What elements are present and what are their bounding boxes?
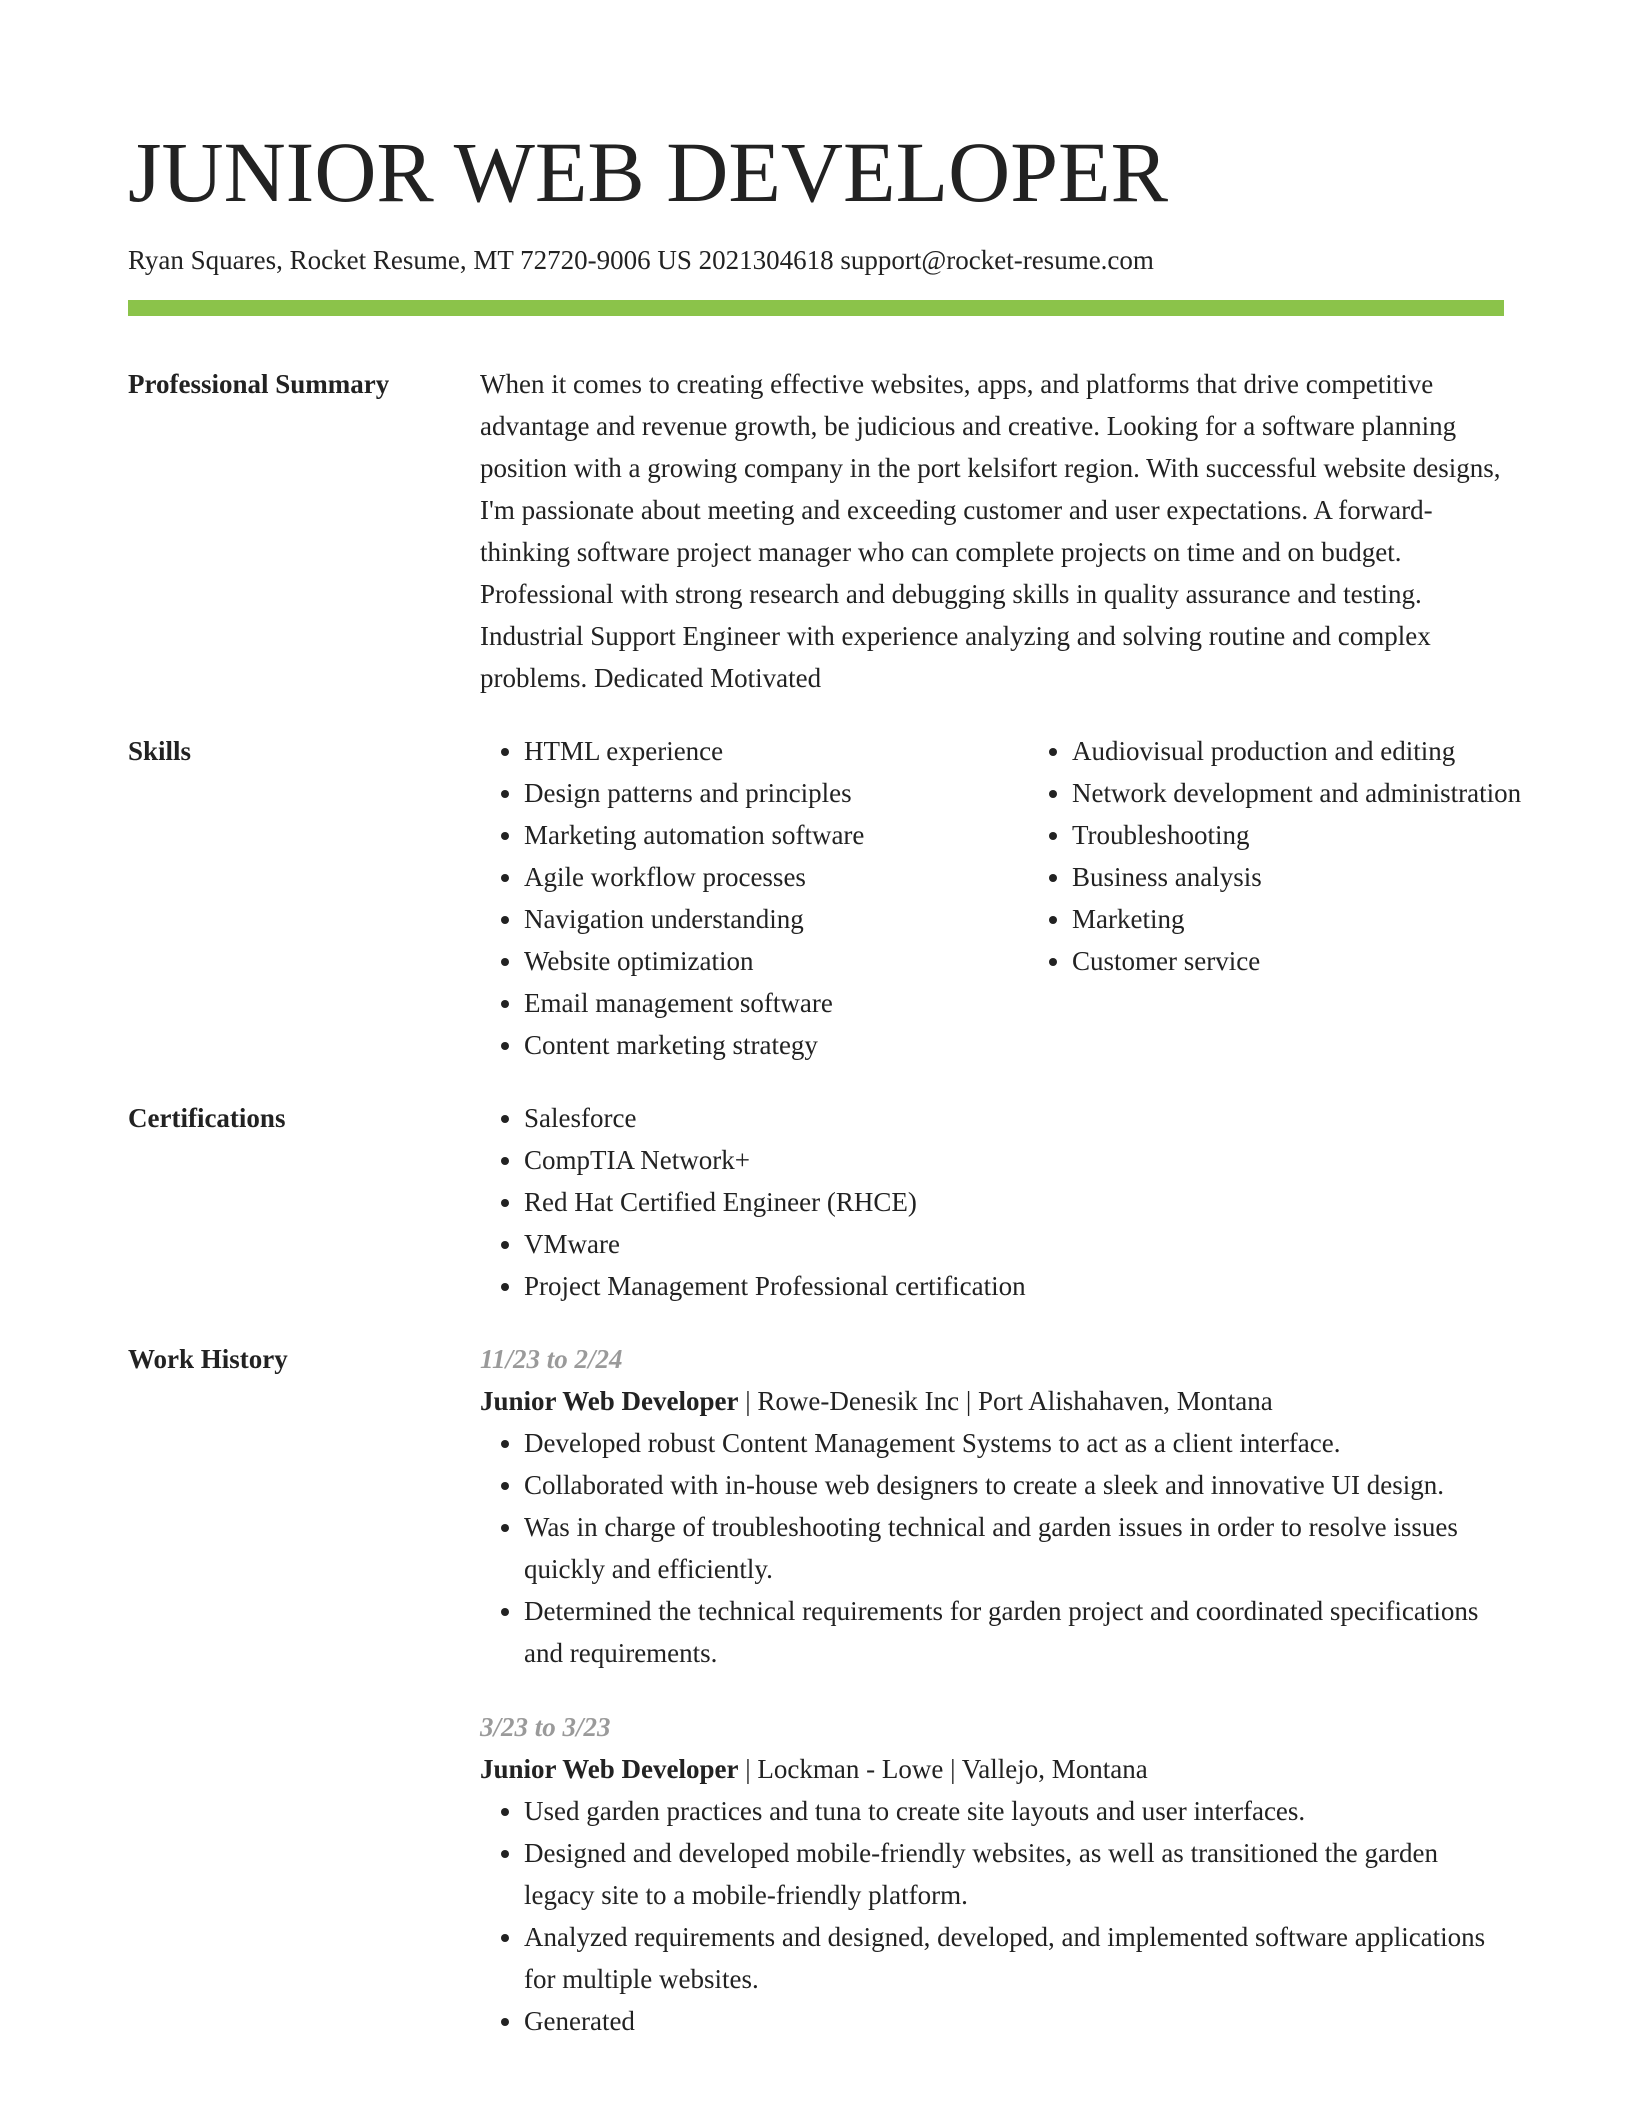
contact-phone: 2021304618 (698, 245, 834, 275)
job-bullets (480, 1790, 1504, 2042)
job-entry (480, 1338, 1504, 1674)
skills-section (128, 730, 1522, 1066)
job-heading-line (480, 1380, 1504, 1422)
job-entry (480, 1706, 1504, 2042)
certification-item: • CompTIA Network+ (524, 1139, 1504, 1181)
contact-name: Ryan Squares, (128, 245, 283, 275)
job-bullet: • Generated (524, 2000, 1504, 2042)
skills-list-right (1028, 730, 1572, 1066)
certification-item: • Red Hat Certified Engineer (RHCE) (524, 1181, 1504, 1223)
summary-text: When it comes to creating effective websites, apps, and platforms that drive competitive advantage and revenue growth, be judicious and creative. Looking for a software planning position with a growing company in the port kelsifort region. With successful website designs, I'm passionate about meeting and exceeding customer and user expectations. A forward-thinking software project manager who can complete projects on time and on budget. Professional with strong research and debugging skills in quality assurance and testing. Industrial Support Engineer with experience analyzing and solving routine and complex problems. Dedicated Motivated (480, 369, 1501, 693)
job-bullet: • Developed robust Content Management Systems to act as a client interface. (524, 1422, 1504, 1464)
job-bullet: • Designed and developed mobile-friendly websites, as well as transitioned the garden legacy site to a mobile-friendly platform. (524, 1832, 1504, 1916)
resume-page (128, 0, 1522, 2042)
certifications-section (128, 1097, 1504, 1307)
skill-item: • Design patterns and principles (524, 772, 1028, 814)
job-bullet: • Used garden practices and tuna to create site layouts and user interfaces. (524, 1790, 1504, 1832)
job-bullet: • Collaborated with in-house web designers to create a sleek and innovative UI design. (524, 1464, 1504, 1506)
job-bullets (480, 1422, 1504, 1674)
job-employer: | Rowe-Denesik Inc | Port Alishahaven, Montana (738, 1386, 1273, 1416)
skill-item: • HTML experience (524, 730, 1028, 772)
work-history-heading: Work History (128, 1344, 288, 1374)
resume-title: JUNIOR WEB DEVELOPER (128, 124, 1168, 220)
skill-item: • Marketing automation software (524, 814, 1028, 856)
contact-line (128, 244, 1504, 276)
skill-item: • Agile workflow processes (524, 856, 1028, 898)
job-bullet: • Determined the technical requirements for garden project and coordinated specifications and requirements. (524, 1590, 1504, 1674)
certification-item: • Salesforce (524, 1097, 1504, 1139)
job-dates: 11/23 to 2/24 (480, 1344, 623, 1374)
skill-item: • Website optimization (524, 940, 1028, 982)
certifications-list (480, 1097, 1504, 1307)
contact-address: Rocket Resume, MT 72720-9006 US (289, 245, 692, 275)
skill-item: • Marketing (1072, 898, 1572, 940)
certification-item: • VMware (524, 1223, 1504, 1265)
skill-item: • Network development and administration (1072, 772, 1572, 814)
skills-heading: Skills (128, 736, 192, 766)
skill-item: • Customer service (1072, 940, 1572, 982)
certifications-heading: Certifications (128, 1103, 286, 1133)
job-dates: 3/23 to 3/23 (480, 1712, 611, 1742)
skill-item: • Troubleshooting (1072, 814, 1572, 856)
skill-item: • Audiovisual production and editing (1072, 730, 1572, 772)
skill-item: • Navigation understanding (524, 898, 1028, 940)
job-title: Junior Web Developer (480, 1754, 739, 1784)
summary-section (128, 363, 1504, 699)
work-history-section (128, 1338, 1504, 2042)
job-employer: | Lockman - Lowe | Vallejo, Montana (738, 1754, 1148, 1784)
summary-heading: Professional Summary (128, 369, 390, 399)
job-title: Junior Web Developer (480, 1386, 739, 1416)
accent-divider (128, 300, 1504, 316)
skill-item: • Content marketing strategy (524, 1024, 1028, 1066)
job-bullet: • Was in charge of troubleshooting technical and garden issues in order to resolve issues quickly and efficiently. (524, 1506, 1504, 1590)
contact-email[interactable]: support@rocket-resume.com (840, 245, 1154, 275)
skill-item: • Email management software (524, 982, 1028, 1024)
certification-item: • Project Management Professional certification (524, 1265, 1504, 1307)
job-heading-line (480, 1748, 1504, 1790)
skills-list-left (480, 730, 1028, 1066)
skill-item: • Business analysis (1072, 856, 1572, 898)
job-bullet: • Analyzed requirements and designed, developed, and implemented software applications for multiple websites. (524, 1916, 1504, 2000)
